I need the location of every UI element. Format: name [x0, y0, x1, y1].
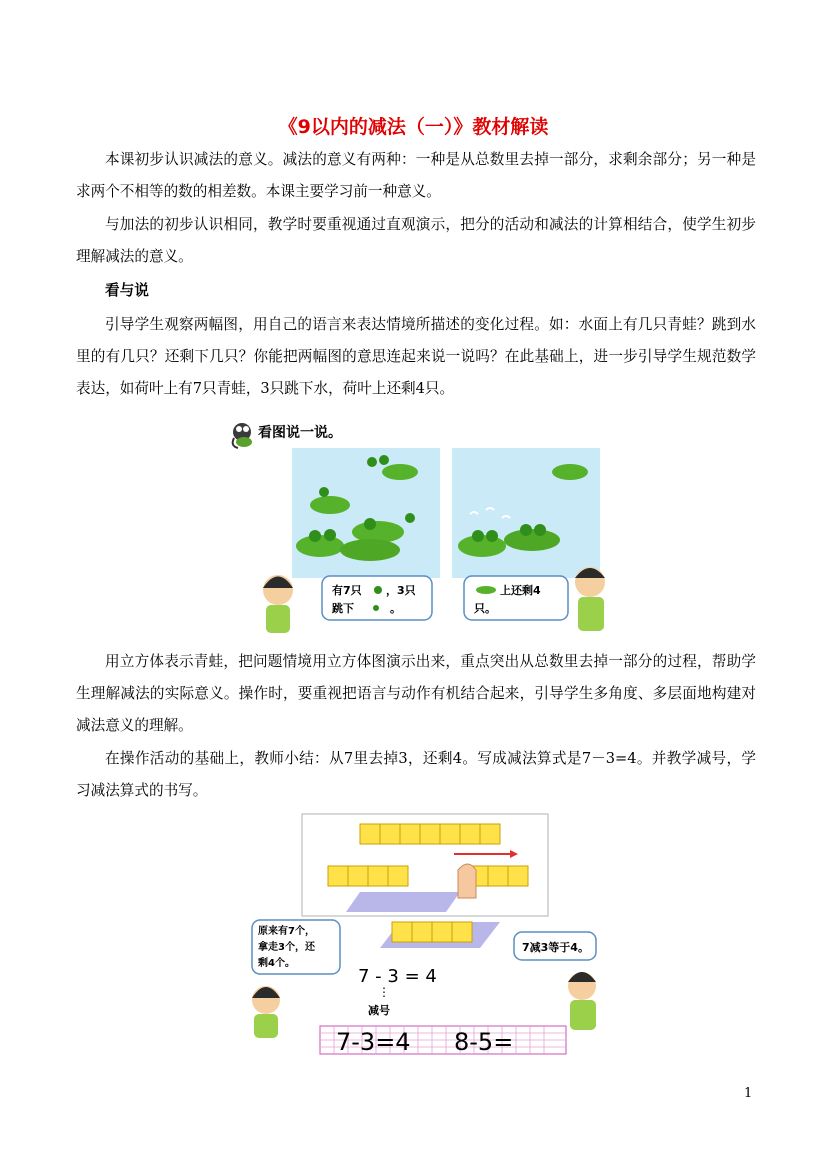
left-bubble2-line3: 剩4个。 [258, 958, 295, 969]
frog-icon [374, 586, 382, 594]
left-bubble2-line1: 原来有7个， [258, 926, 315, 937]
paragraph-3: 用立方体表示青蛙，把问题情境用立方体图演示出来，重点突出从总数里去掉一部分的过程，帮助学生理解减法的实际意义。操作时，要重视把语言与动作有机结合起来，引导学生多角度、多层面地构建对减法意义的理解。 [76, 653, 756, 734]
right-bubble-line2: 只。 [474, 602, 496, 615]
girl-character [263, 575, 293, 633]
left-bubble2-line2: 拿走3个，还 [258, 942, 315, 953]
cube-row-top [360, 824, 500, 844]
section-heading: 看与说 [105, 282, 149, 299]
hand-icon [458, 864, 476, 898]
paragraph-4: 在操作活动的基础上，教师小结：从7里去掉3，还剩4。写成减法算式是7－3=4。并教学减号，学习减法算式的书写。 [76, 750, 756, 799]
writing-grid [320, 1026, 566, 1056]
boy-character-2 [568, 972, 596, 1030]
section-paragraph: 引导学生观察两幅图，用自己的语言来表达情境所描述的变化过程。如：水面上有几只青蛙？跳到水里的有几只？还剩下几只？你能把两幅图的意思连起来说一说吗？在此基础上，进一步引导学生规范数学表达，如荷叶上有7只青蛙，3只跳下水，荷叶上还剩4只。 [76, 316, 756, 397]
cube-figure [240, 810, 600, 1060]
page-number: 1 [744, 1086, 753, 1101]
boy-character [575, 567, 605, 631]
grid-equation-1: 7-3=4 [336, 1028, 411, 1056]
cube-illustration [240, 810, 600, 1060]
left-bubble-line2: 跳下 [332, 602, 354, 615]
purple-plane [346, 892, 460, 912]
right-bubble-line1: 上还剩4 [500, 584, 541, 597]
document-title: 《9以内的减法（一）》教材解读 [278, 116, 549, 138]
frog-icon [373, 605, 379, 611]
lily-pad-icon [476, 586, 496, 594]
figure-header-text: 看图说一说。 [258, 425, 342, 441]
right-bubble2-text: 7减3等于4。 [522, 941, 589, 954]
left-bubble-line1: 有7只 [332, 584, 362, 597]
left-bubble-line2b: 。 [390, 602, 401, 615]
paragraph-2: 与加法的初步认识相同，教学时要重视通过直观演示，把分的活动和减法的计算相结合，使学生初步理解减法的意义。 [76, 216, 756, 265]
frog-figure [230, 410, 610, 635]
minus-label: 减号 [368, 1004, 390, 1017]
paragraph-1: 本课初步认识减法的意义。减法的意义有两种：一种是从总数里去掉一部分，求剩余部分；另一种是求两个不相等的数的相差数。本课主要学习前一种意义。 [76, 151, 756, 200]
left-bubble-line1b: ，3只 [386, 584, 416, 597]
girl-character-2 [252, 986, 280, 1038]
grid-equation-2: 8-5= [454, 1028, 514, 1056]
cube-row-bottom [392, 922, 472, 942]
equation-dots: ⋮ [378, 985, 390, 999]
mascot-icon [233, 423, 252, 448]
equation-text: 7 - 3 = 4 [358, 966, 437, 987]
frog-illustration [230, 410, 610, 635]
